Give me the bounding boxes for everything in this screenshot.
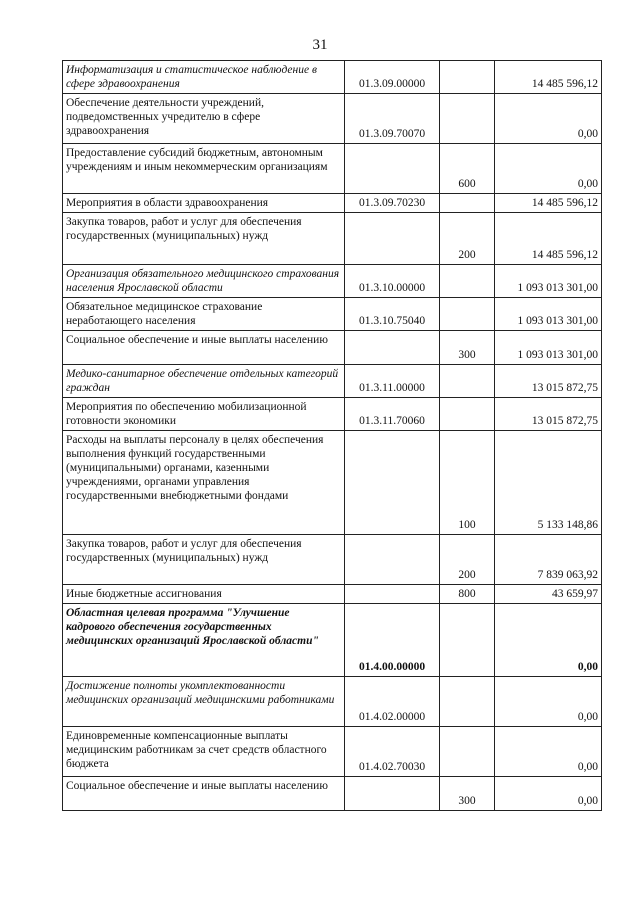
row-name: Областная целевая программа "Улучшение кадрового обеспечения государственных медицинских организаций Ярославской области" — [63, 604, 345, 677]
row-name: Обеспечение деятельности учреждений, подведомственных учредителю в сфере здравоохранения — [63, 94, 345, 144]
row-name: Предоставление субсидий бюджетным, автономным учреждениям и иным некоммерческим организациям — [63, 144, 345, 194]
row-amount: 0,00 — [495, 677, 602, 727]
table-row — [63, 535, 602, 585]
table-row — [63, 298, 602, 331]
row-name: Достижение полноты укомплектованности медицинских организаций медицинскими работниками — [63, 677, 345, 727]
row-name: Расходы на выплаты персоналу в целях обеспечения выполнения функций государственными (муниципальными) органами, казенными учреждениями, органами управления государственными внебюджетными фондами — [63, 431, 345, 535]
row-expense-type — [440, 61, 495, 94]
row-amount: 1 093 013 301,00 — [495, 331, 602, 365]
table-row — [63, 677, 602, 727]
row-expense-type: 600 — [440, 144, 495, 194]
row-expense-type: 200 — [440, 213, 495, 265]
table-row — [63, 94, 602, 144]
row-name: Социальное обеспечение и иные выплаты населению — [63, 777, 345, 811]
table-row — [63, 585, 602, 604]
row-expense-type: 800 — [440, 585, 495, 604]
row-code: 01.3.09.70230 — [345, 194, 440, 213]
row-amount: 1 093 013 301,00 — [495, 265, 602, 298]
row-code: 01.3.09.00000 — [345, 61, 440, 94]
row-expense-type — [440, 727, 495, 777]
row-amount: 0,00 — [495, 727, 602, 777]
row-code: 01.3.10.75040 — [345, 298, 440, 331]
row-amount: 0,00 — [495, 144, 602, 194]
row-code — [345, 144, 440, 194]
row-amount: 7 839 063,92 — [495, 535, 602, 585]
table-row — [63, 431, 602, 535]
row-code: 01.3.09.70070 — [345, 94, 440, 144]
row-name: Организация обязательного медицинского страхования населения Ярославской области — [63, 265, 345, 298]
row-code: 01.4.02.00000 — [345, 677, 440, 727]
row-expense-type: 300 — [440, 331, 495, 365]
row-expense-type: 200 — [440, 535, 495, 585]
row-code — [345, 213, 440, 265]
row-expense-type — [440, 604, 495, 677]
table-row — [63, 144, 602, 194]
row-code: 01.4.00.00000 — [345, 604, 440, 677]
table-row — [63, 331, 602, 365]
row-code — [345, 777, 440, 811]
row-name: Медико-санитарное обеспечение отдельных категорий граждан — [63, 365, 345, 398]
row-name: Социальное обеспечение и иные выплаты населению — [63, 331, 345, 365]
budget-table-body — [63, 61, 602, 811]
row-code — [345, 431, 440, 535]
row-name: Обязательное медицинское страхование неработающего населения — [63, 298, 345, 331]
table-row — [63, 777, 602, 811]
row-name: Мероприятия по обеспечению мобилизационной готовности экономики — [63, 398, 345, 431]
table-row — [63, 213, 602, 265]
row-name: Информатизация и статистическое наблюдение в сфере здравоохранения — [63, 61, 345, 94]
row-amount: 13 015 872,75 — [495, 398, 602, 431]
table-row — [63, 194, 602, 213]
row-name: Мероприятия в области здравоохранения — [63, 194, 345, 213]
row-amount: 0,00 — [495, 604, 602, 677]
table-row — [63, 604, 602, 677]
row-amount: 0,00 — [495, 94, 602, 144]
row-amount: 43 659,97 — [495, 585, 602, 604]
row-expense-type: 300 — [440, 777, 495, 811]
row-name: Иные бюджетные ассигнования — [63, 585, 345, 604]
row-code — [345, 535, 440, 585]
budget-table — [62, 60, 602, 811]
row-amount: 14 485 596,12 — [495, 61, 602, 94]
row-code — [345, 331, 440, 365]
row-name: Закупка товаров, работ и услуг для обеспечения государственных (муниципальных) нужд — [63, 213, 345, 265]
row-code — [345, 585, 440, 604]
row-code: 01.3.11.70060 — [345, 398, 440, 431]
table-row — [63, 398, 602, 431]
row-expense-type — [440, 677, 495, 727]
row-name: Закупка товаров, работ и услуг для обеспечения государственных (муниципальных) нужд — [63, 535, 345, 585]
row-amount: 13 015 872,75 — [495, 365, 602, 398]
row-code: 01.3.10.00000 — [345, 265, 440, 298]
table-row — [63, 365, 602, 398]
row-name: Единовременные компенсационные выплаты медицинским работникам за счет средств областного бюджета — [63, 727, 345, 777]
row-expense-type — [440, 265, 495, 298]
row-amount: 0,00 — [495, 777, 602, 811]
row-code: 01.3.11.00000 — [345, 365, 440, 398]
table-row — [63, 727, 602, 777]
row-amount: 5 133 148,86 — [495, 431, 602, 535]
table-row — [63, 61, 602, 94]
row-expense-type — [440, 94, 495, 144]
row-expense-type — [440, 365, 495, 398]
row-expense-type — [440, 298, 495, 331]
row-amount: 14 485 596,12 — [495, 194, 602, 213]
table-row — [63, 265, 602, 298]
row-amount: 14 485 596,12 — [495, 213, 602, 265]
row-amount: 1 093 013 301,00 — [495, 298, 602, 331]
row-expense-type — [440, 398, 495, 431]
page-number: 31 — [312, 37, 328, 53]
row-expense-type: 100 — [440, 431, 495, 535]
row-expense-type — [440, 194, 495, 213]
row-code: 01.4.02.70030 — [345, 727, 440, 777]
